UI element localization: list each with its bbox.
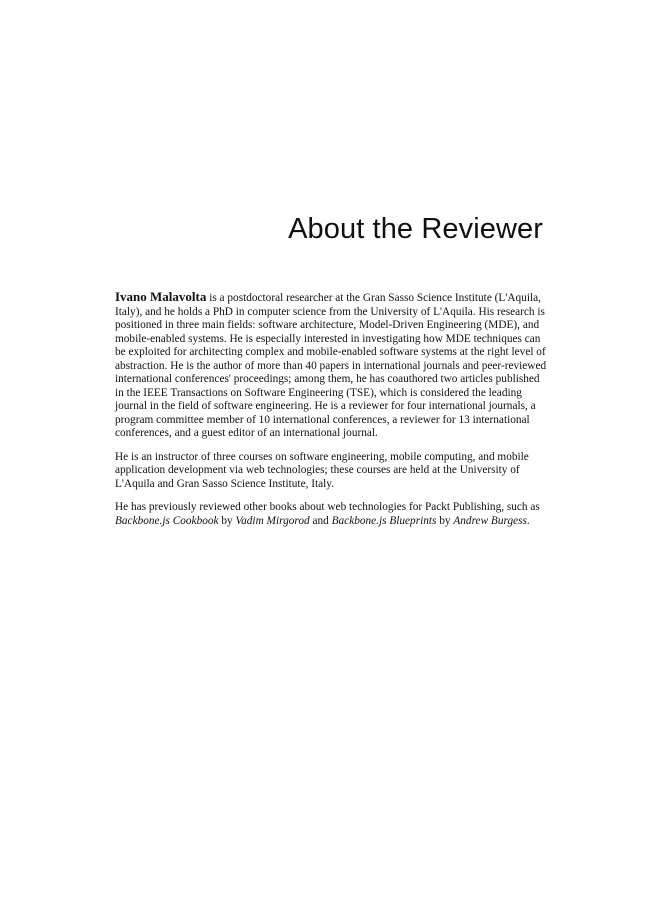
bio-paragraph-1 <box>115 290 547 441</box>
book-author-2: Andrew Burgess <box>453 514 527 527</box>
bio-paragraph-1-text: is a postdoctoral researcher at the Gran Sasso Science Institute (L'Aquila, Italy), and he holds a PhD in computer science from the University of L'Aquila. His research is positioned in three main fields: software architecture, Model-Driven Engineering (MDE), and mobile-enabled systems. He is especially interested in investigating how MDE techniques can be exploited for architecting complex and mobile-enabled software systems at the right level of abstraction. He is the author of more than 40 papers in international journals and peer-reviewed international conferences' proceedings; among them, he has coauthored two articles published in the IEEE Transactions on Software Engineering (TSE), which is considered the leading journal in the field of software engineering. He is a reviewer for four international journals, a program committee member of 10 international conferences, a reviewer for 13 international conferences, and a guest editor of an international journal. <box>115 292 547 439</box>
paragraph-end: . <box>526 514 530 527</box>
by-text-2: by <box>436 514 454 527</box>
book-author-1: Vadim Mirgorod <box>235 514 310 527</box>
page-title: About the Reviewer <box>288 213 543 245</box>
bio-paragraph-2: He is an instructor of three courses on software engineering, mobile computing, and mobile application development via web technologies; these courses are held at the University of L'Aquila and Gran Sasso Science Institute, Italy. <box>115 450 529 490</box>
book-title-2: Backbone.js Blueprints <box>331 514 437 527</box>
and-text: and <box>309 514 332 527</box>
book-title-1: Backbone.js Cookbook <box>115 514 219 527</box>
bio-paragraph-3-intro: He has previously reviewed other books about web technologies for Packt Publishing, such as <box>115 501 540 513</box>
bio-paragraph-3 <box>115 501 547 528</box>
reviewer-name: Ivano Malavolta <box>115 289 207 304</box>
reviewer-bio <box>115 290 547 538</box>
by-text-1: by <box>218 514 236 527</box>
